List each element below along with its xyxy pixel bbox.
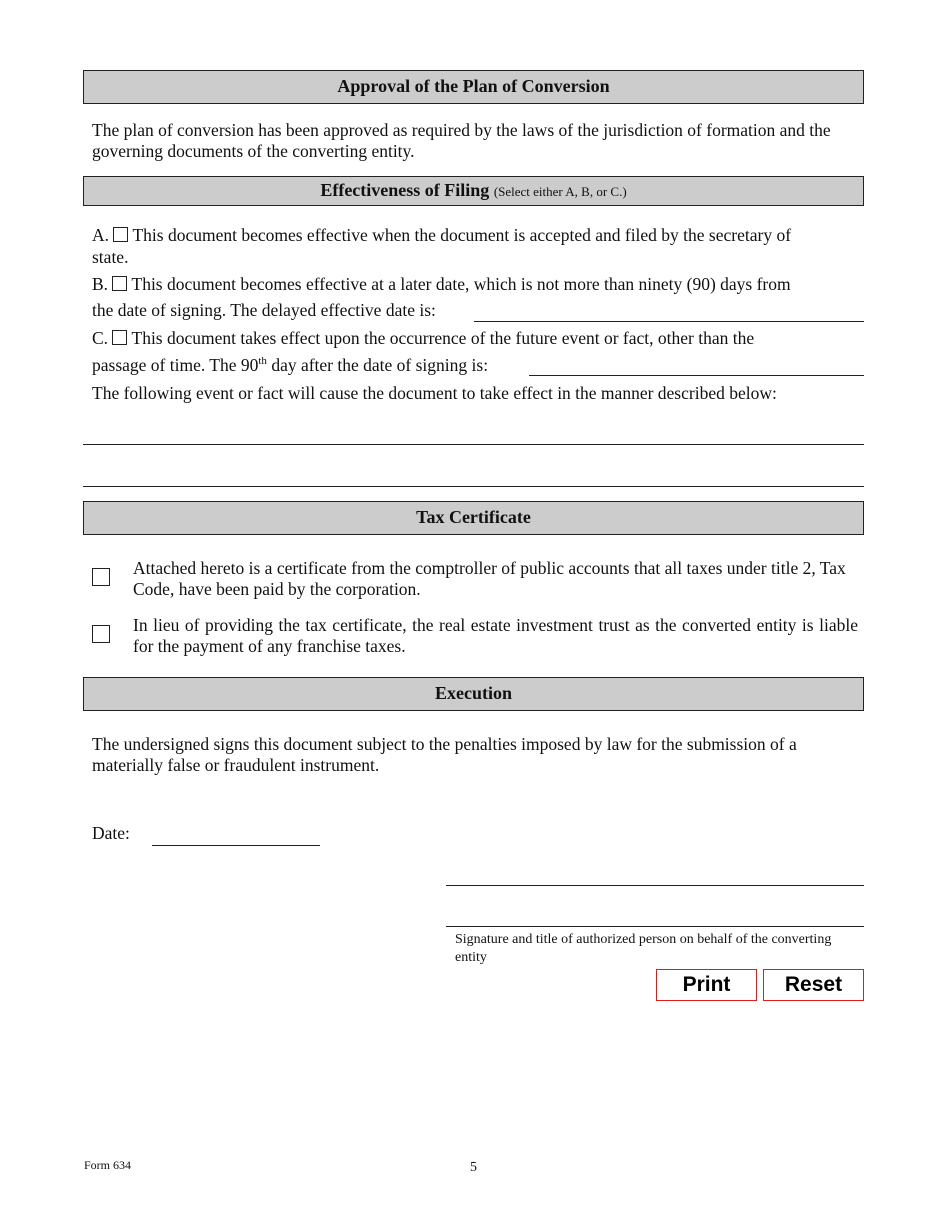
option-c-line2 <box>92 355 488 376</box>
option-a-letter: A. <box>92 225 110 245</box>
event-description-line-2[interactable] <box>83 486 864 487</box>
option-b-checkbox[interactable] <box>112 276 127 291</box>
option-b-letter: B. <box>92 274 109 294</box>
execution-heading: Execution <box>83 677 864 711</box>
option-c-line2-post: day after the date of signing is: <box>266 355 489 375</box>
signature-caption: Signature and title of authorized person on behalf of the converting entity <box>455 932 832 965</box>
signature-title-line[interactable] <box>446 926 864 927</box>
tax-item-1: Attached hereto is a certificate from the comptroller of public accounts that all taxes under title 2, Tax Code, have been paid by the corporation. <box>133 558 846 599</box>
effectiveness-subtitle: (Select either A, B, or C.) <box>493 184 627 199</box>
effectiveness-title: Effectiveness of Filing <box>320 180 490 200</box>
option-c-line1: This document takes effect upon the occurrence of the future event or fact, other than the <box>131 328 755 348</box>
tax-liability-checkbox[interactable] <box>92 625 110 643</box>
tax-item-2: In lieu of providing the tax certificate, the real estate investment trust as the converted entity is liable for the payment of any franchise taxes. <box>133 615 858 656</box>
date-field[interactable] <box>152 845 320 846</box>
option-c-letter: C. <box>92 328 109 348</box>
date-label: Date: <box>92 823 130 843</box>
ninetieth-day-field[interactable] <box>529 375 864 376</box>
signature-line[interactable] <box>446 885 864 886</box>
option-b-line1: This document becomes effective at a later date, which is not more than ninety (90) days from <box>131 274 791 294</box>
page-number: 5 <box>470 1160 477 1175</box>
option-b-line2: the date of signing. The delayed effective date is: <box>92 300 436 320</box>
option-c-checkbox[interactable] <box>112 330 127 345</box>
approval-text: The plan of conversion has been approved as required by the laws of the jurisdiction of formation and the governing documents of the converting entity. <box>92 120 831 161</box>
option-a-line2: state. <box>92 247 129 267</box>
print-button[interactable]: Print <box>656 969 757 1001</box>
effectiveness-heading <box>83 176 864 206</box>
option-b <box>92 274 862 295</box>
event-text: The following event or fact will cause the document to take effect in the manner described below: <box>92 383 777 403</box>
execution-text: The undersigned signs this document subject to the penalties imposed by law for the submission of a materially false or fraudulent instrument. <box>92 734 797 775</box>
option-c <box>92 328 862 349</box>
delayed-date-field[interactable] <box>474 321 864 322</box>
option-a <box>92 225 862 246</box>
event-description-line-1[interactable] <box>83 444 864 445</box>
option-c-line2-pre: passage of time. The 90 <box>92 355 259 375</box>
option-c-line2-sup: th <box>258 355 267 368</box>
option-a-line1: This document becomes effective when the document is accepted and filed by the secretary of <box>132 225 792 245</box>
reset-button[interactable]: Reset <box>763 969 864 1001</box>
tax-heading: Tax Certificate <box>83 501 864 535</box>
approval-heading: Approval of the Plan of Conversion <box>83 70 864 104</box>
form-number: Form 634 <box>84 1158 132 1172</box>
tax-certificate-checkbox[interactable] <box>92 568 110 586</box>
option-a-checkbox[interactable] <box>113 227 128 242</box>
